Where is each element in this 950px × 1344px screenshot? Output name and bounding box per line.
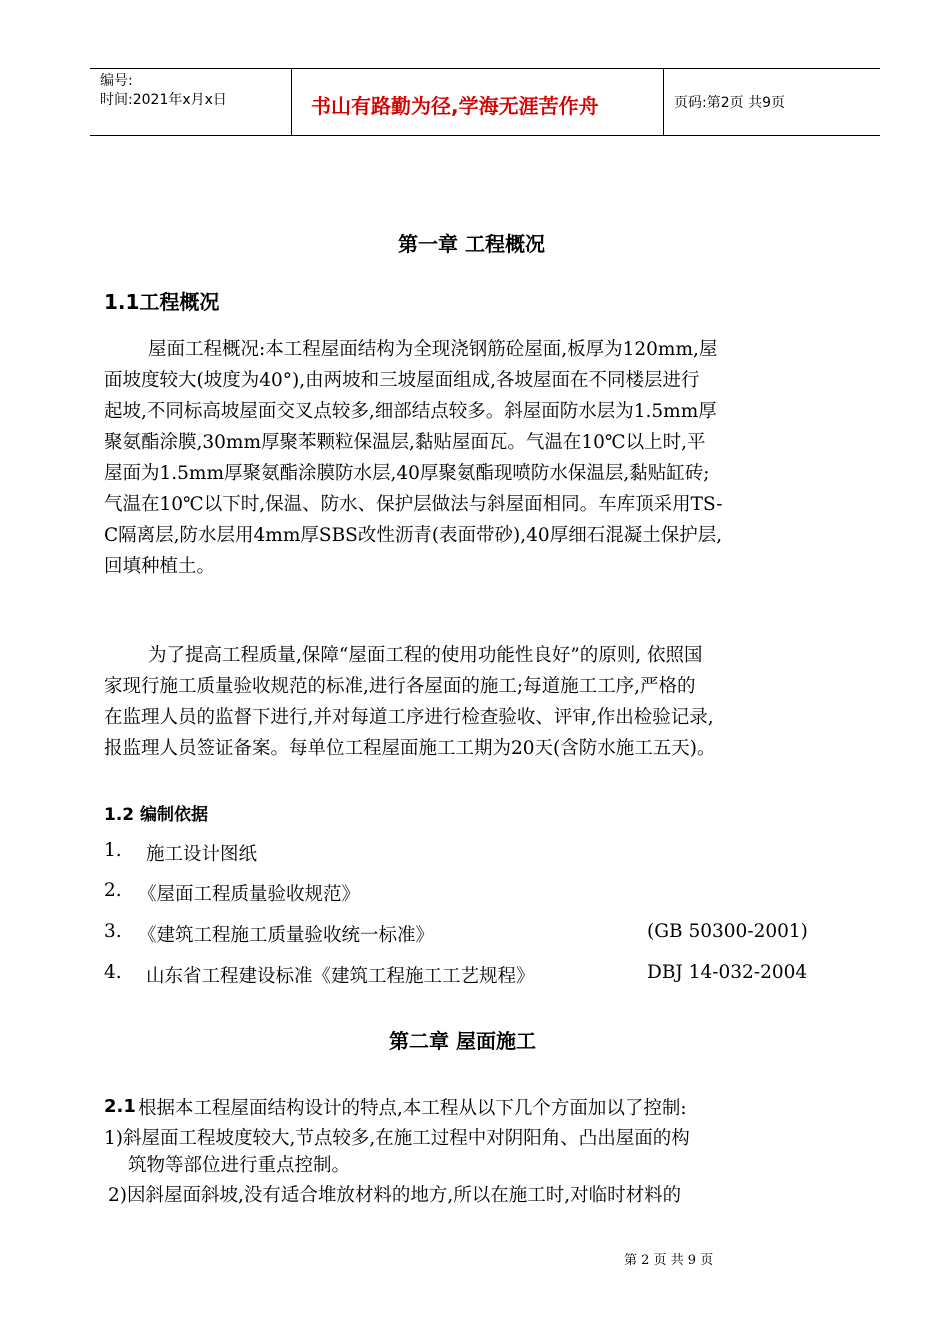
paragraph-line: 回填种植土。 [104, 556, 216, 577]
paragraph-line: 气温在10℃以下时,保温、防水、保护层做法与斜屋面相同。车库顶采用TS- [104, 494, 723, 515]
basis-num: 2. [104, 880, 122, 901]
chapter-2-line: 1)斜屋面工程坡度较大,节点较多,在施工过程中对阴阳角、凸出屋面的构 [104, 1128, 690, 1149]
basis-text: 《建筑工程施工质量验收统一标准》 [138, 925, 435, 946]
basis-num: 1. [104, 840, 122, 861]
basis-num: 3. [104, 921, 122, 942]
paragraph-line: 面坡度较大(坡度为40°),由两坡和三坡屋面组成,各坡屋面在不同楼层进行 [104, 370, 700, 391]
section-2-1-number: 2.1 [104, 1096, 136, 1117]
overview-paragraph [104, 334, 884, 582]
paragraph-line: 起坡,不同标高坡屋面交叉点较多,细部结点较多。斜屋面防水层为1.5mm厚 [104, 401, 717, 422]
section-1-2-title: 1.2 编制依据 [104, 805, 209, 825]
section-1-1-title: 1.1工程概况 [104, 290, 220, 314]
basis-text: 《屋面工程质量验收规范》 [138, 884, 361, 905]
paragraph-line: 报监理人员签证备案。每单位工程屋面施工工期为20天(含防水施工五天)。 [104, 738, 716, 759]
chapter-2-line: 根据本工程屋面结构设计的特点,本工程从以下几个方面加以了控制: [138, 1098, 687, 1119]
paragraph-line: 聚氨酯涂膜,30mm厚聚苯颗粒保温层,黏贴屋面瓦。气温在10℃以上时,平 [104, 432, 706, 453]
chapter-2-title: 第二章 屋面施工 [389, 1029, 536, 1053]
paragraph-line: 在监理人员的监督下进行,并对每道工序进行检查验收、评审,作出检验记录, [104, 707, 714, 728]
paragraph-line: 屋面工程概况:本工程屋面结构为全现浇钢筋砼屋面,板厚为120mm,屋 [148, 339, 718, 360]
paragraph-line: 为了提高工程质量,保障“屋面工程的使用功能性良好”的原则, 依照国 [148, 645, 703, 666]
chapter-1-title: 第一章 工程概况 [398, 232, 545, 256]
header-page-label: 页码:第2页 共9页 [674, 95, 785, 111]
page-footer: 第 2 页 共 9 页 [624, 1253, 714, 1268]
paragraph-line: 屋面为1.5mm厚聚氨酯涂膜防水层,40厚聚氨酯现喷防水保温层,黏贴缸砖; [104, 463, 710, 484]
paragraph-line: C隔离层,防水层用4mm厚SBS改性沥青(表面带砂),40厚细石混凝土保护层, [104, 525, 723, 546]
basis-num: 4. [104, 962, 122, 983]
header-motto: 书山有路勤为径,学海无涯苦作舟 [311, 94, 599, 118]
header-divider [663, 69, 664, 135]
doc-time-label: 时间:2021年x月x日 [100, 92, 227, 108]
doc-id-label: 编号: [100, 73, 133, 89]
basis-text: 施工设计图纸 [146, 844, 258, 865]
basis-code: DBJ 14-032-2004 [647, 962, 808, 983]
basis-code: (GB 50300-2001) [647, 921, 808, 942]
paragraph-line: 家现行施工质量验收规范的标准,进行各屋面的施工;每道施工工序,严格的 [104, 676, 696, 697]
chapter-2-line: 筑物等部位进行重点控制。 [128, 1155, 351, 1176]
chapter-2-line: 2)因斜屋面斜坡,没有适合堆放材料的地方,所以在施工时,对临时材料的 [108, 1185, 682, 1206]
header-divider [291, 69, 292, 135]
quality-paragraph [104, 640, 884, 764]
basis-text: 山东省工程建设标准《建筑工程施工工艺规程》 [146, 966, 535, 987]
